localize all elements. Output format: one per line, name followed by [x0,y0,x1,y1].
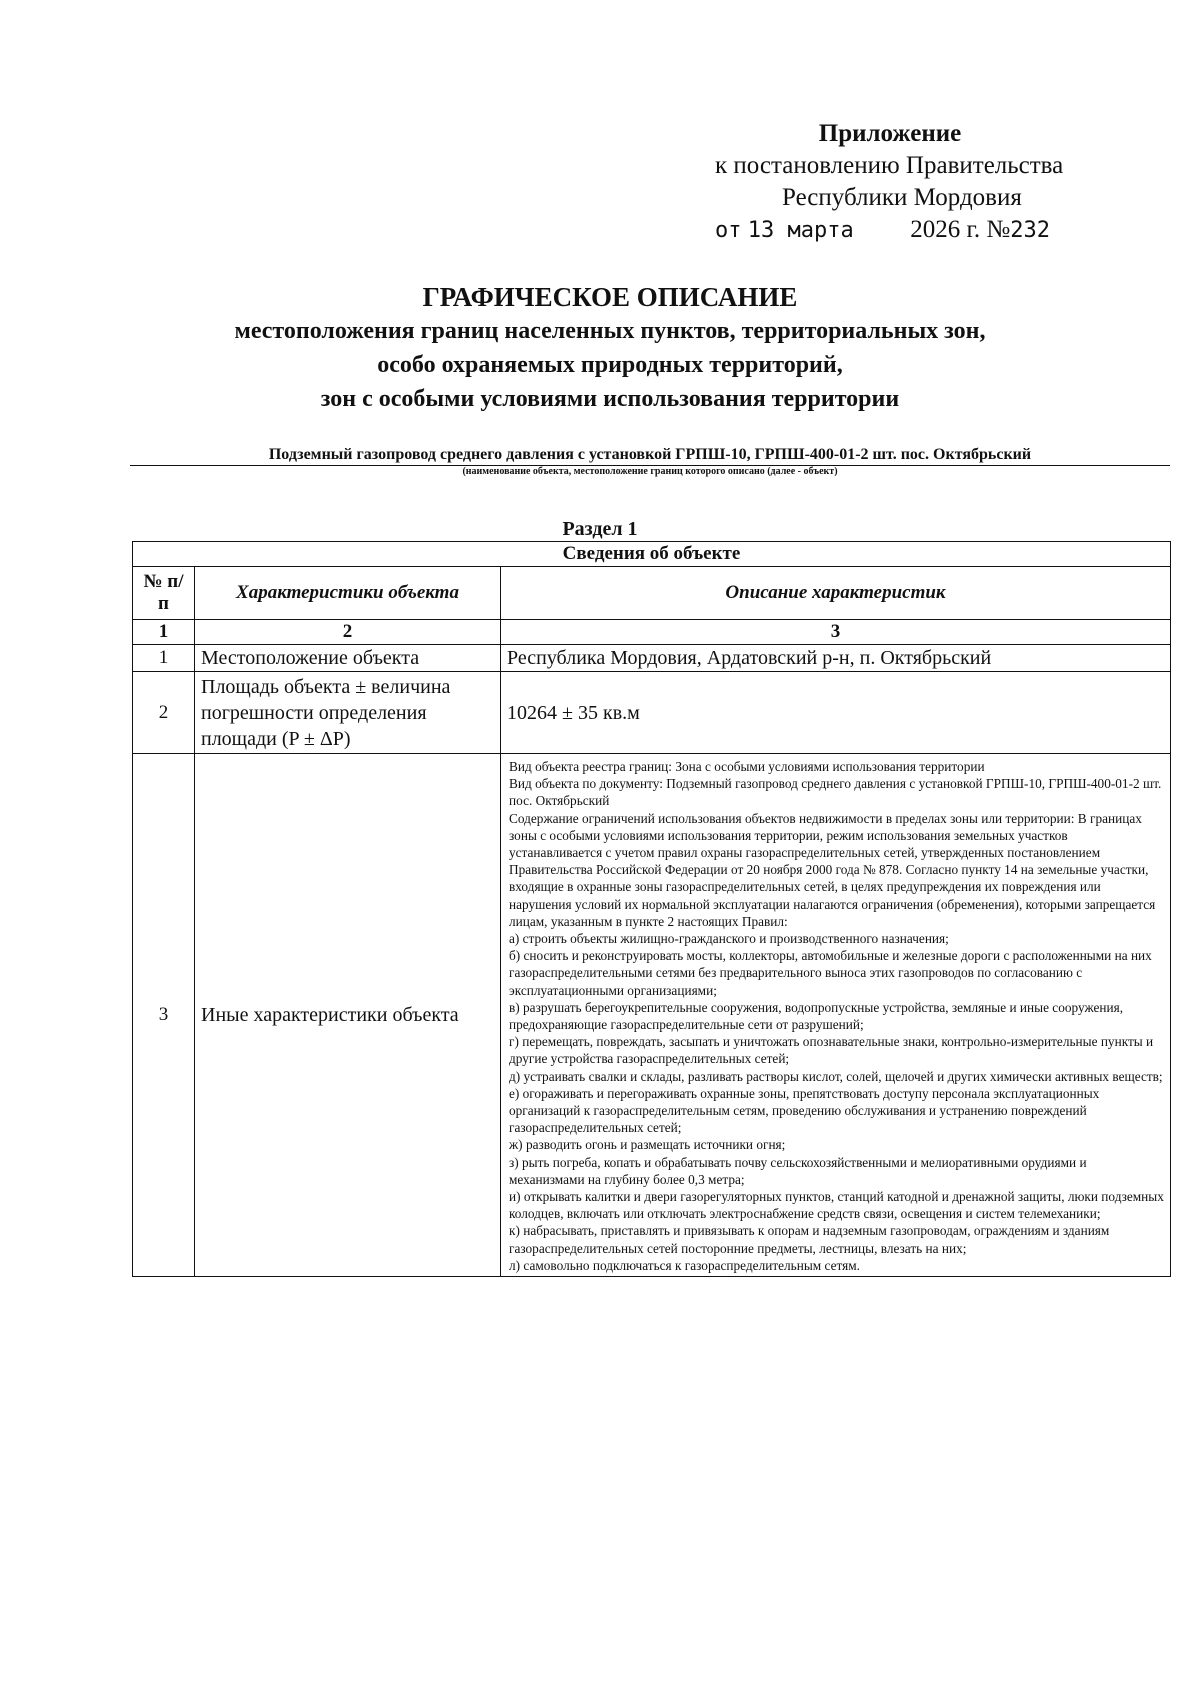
row-1-name: Местоположение объекта [195,645,501,672]
resolution-number: 232 [1010,218,1051,243]
row-3-number: 3 [133,754,195,1277]
table-caption: Сведения об объекте [133,542,1171,567]
column-number-2: 2 [195,620,501,645]
row-2-number: 2 [133,672,195,754]
header-description: Описание характеристик [501,567,1171,620]
document-subtitle-line-1: местоположения границ населенных пунктов, территориальных зон, [234,318,986,344]
table-row [133,672,1171,754]
row-3-value: Вид объекта реестра границ: Зона с особыми условиями использования территории Вид объекта по документу: Подземный газопровод среднего давления с установкой ГРПШ-10, ГРПШ-400-01-2 шт. пос. Октябрьский Содержание ограничений использования объектов недвижимости в пределах зоны или территории: В границах зоны с особыми условиями использования территории, режим использования земельных участков устанавливается с учетом правил охраны газораспределительных сетей, утвержденных постановлением Правительства Российской Федерации от 20 ноября 2000 года № 878. Согласно пункту 14 на земельные участки, входящие в охранные зоны газораспределительных сетей, в целях предупреждения их повреждения или нарушения условий их нормальной эксплуатации налагаются ограничения (обременения), которыми запрещается лицам, указанным в пункте 2 настоящих Правил: а) строить объекты жилищно-гражданского и производственного назначения; б) сносить и реконструировать мосты, коллекторы, автомобильные и железные дороги с расположенными на них газораспределительными сетями без предварительного выноса этих газопроводов по согласованию с эксплуатационными организациями; в) разрушать берегоукрепительные сооружения, водопропускные устройства, земляные и иные сооружения, предохраняющие газораспределительные сети от разрушений; г) перемещать, повреждать, засыпать и уничтожать опознавательные знаки, контрольно-измерительные пункты и другие устройства газораспределительных сетей; д) устраивать свалки и склады, разливать растворы кислот, солей, щелочей и других химически активных веществ; е) огораживать и перегораживать охранные зоны, препятствовать доступу персонала эксплуатационных организаций к газораспределительным сетям, проведению обслуживания и устранению повреждений газораспределительных сетей; ж) разводить огонь и размещать источники огня; з) рыть погреба, копать и обрабатывать почву сельскохозяйственными и мелиоративными орудиями и механизмами на глубину более 0,3 метра; и) открывать калитки и двери газорегуляторных пунктов, станций катодной и дренажной защиты, люки подземных колодцев, включать или отключать электроснабжение средств связи, освещения и систем телемеханики; к) набрасывать, приставлять и привязывать к опорам и надземным газопроводам, ограждениям и зданиям газораспределительных сетей посторонние предметы, лестницы, влезать на них; л) самовольно подключаться к газораспределительным сетям. [501,754,1171,1277]
document-subtitle-line-3: зон с особыми условиями использования территории [320,386,900,412]
appendix-title: Приложение [818,120,962,147]
row-2-name: Площадь объекта ± величина погрешности определения площади (P ± ΔP) [195,672,501,754]
section-title: Раздел 1 [562,518,638,540]
column-numbers-row [133,620,1171,645]
object-info-table [132,541,1171,1277]
table-row [133,645,1171,672]
row-2-value: 10264 ± 35 кв.м [501,672,1171,754]
row-1-value: Республика Мордовия, Ардатовский р-н, п. Октябрьский [501,645,1171,672]
document-subtitle-line-2: особо охраняемых природных территорий, [377,352,843,378]
appendix-line-2: Республики Мордовия [782,184,1022,211]
table-row [133,754,1171,1277]
object-name-caption: (наименование объекта, местоположение границ которого описано (далее - объект) [462,466,838,477]
appendix-date-line [715,214,1135,247]
date-day-month: 13 марта [747,218,854,243]
column-number-3: 3 [501,620,1171,645]
document-title: ГРАФИЧЕСКОЕ ОПИСАНИЕ [422,282,798,312]
header-characteristics: Характеристики объекта [195,567,501,620]
object-name: Подземный газопровод среднего давления с установкой ГРПШ-10, ГРПШ-400-01-2 шт. пос. Октябрьский [130,445,1170,466]
appendix-line-1: к постановлению Правительства [715,152,1064,179]
document-title-block [130,280,1090,416]
date-prefix: от [715,218,742,243]
row-1-number: 1 [133,645,195,672]
appendix-header [715,118,1135,247]
column-number-1: 1 [133,620,195,645]
row-3-name: Иные характеристики объекта [195,754,501,1277]
date-year: 2026 г. № [910,216,1011,243]
header-number: № п/п [133,567,195,620]
